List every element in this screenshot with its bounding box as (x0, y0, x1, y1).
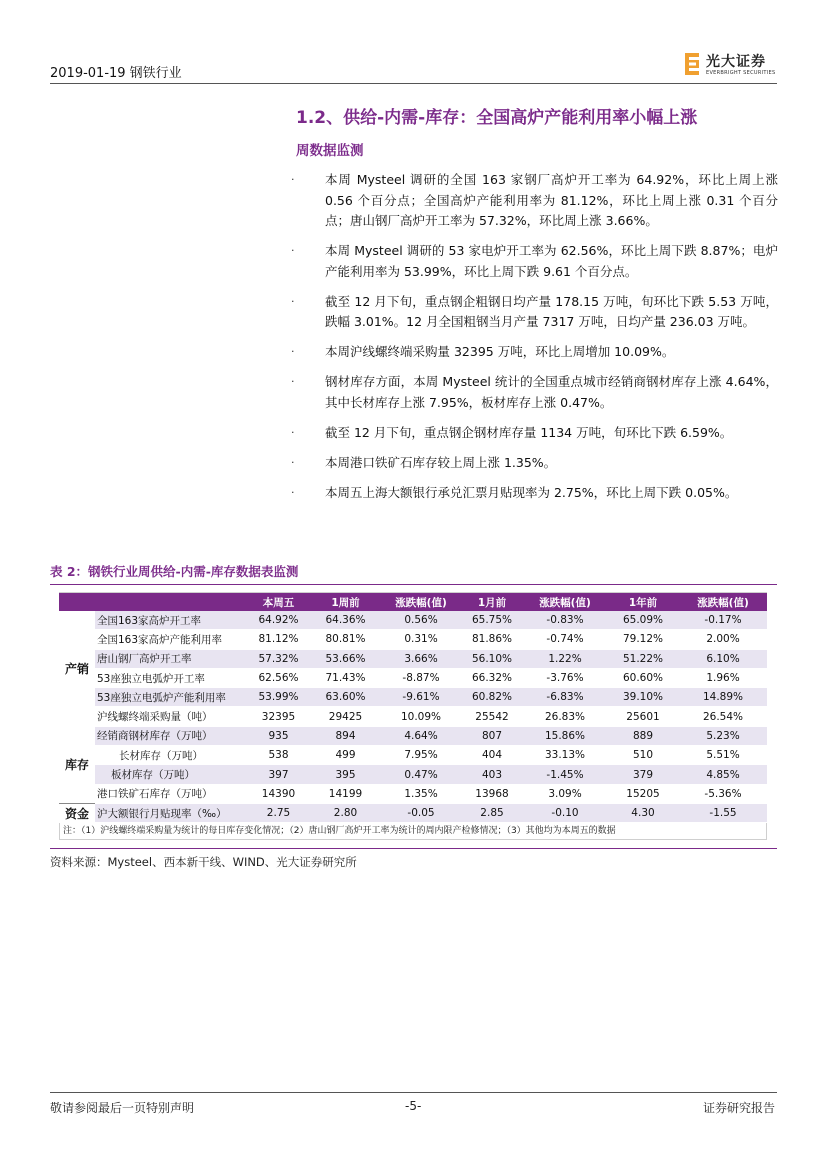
row-label: 53座独立电弧炉开工率 (95, 668, 247, 687)
row-label: 沪线螺终端采购量（吨） (95, 707, 247, 726)
logo-mark-icon (684, 52, 702, 76)
company-logo (684, 50, 778, 80)
table-cell: -0.17% (679, 611, 767, 630)
bullet-text: 钢材库存方面，本周 Mysteel 统计的全国重点城市经销商钢材库存上涨 4.64%，其中长材库存上涨 7.95%，板材库存上涨 0.47%。 (325, 374, 778, 410)
table-cell: 39.10% (607, 688, 679, 707)
table-cell: 395 (310, 765, 381, 784)
table-cell: 2.75 (247, 803, 310, 822)
table-cell: 71.43% (310, 668, 381, 687)
table-cell: 56.10% (461, 649, 523, 668)
table-header-cell: 1月前 (461, 593, 523, 611)
page-number: -5- (405, 1099, 422, 1113)
table-cell: 25601 (607, 707, 679, 726)
table-cell: -0.10 (523, 803, 607, 822)
bullet-item (286, 170, 778, 232)
table-cell: 807 (461, 726, 523, 745)
table-cell: 403 (461, 765, 523, 784)
table-row (59, 688, 767, 707)
table-cell: 894 (310, 726, 381, 745)
table-cell: 64.36% (310, 611, 381, 630)
table-cell: 26.54% (679, 707, 767, 726)
table-cell: 29425 (310, 707, 381, 726)
table-cell: 935 (247, 726, 310, 745)
table-cell: 2.85 (461, 803, 523, 822)
bullet-text: 本周 Mysteel 调研的 53 家电炉开工率为 62.56%，环比上周下跌 8.87%；电炉产能利用率为 53.99%，环比上周下跌 9.61 个百分点。 (325, 243, 778, 279)
table-cell: 81.12% (247, 630, 310, 649)
table-cell: 79.12% (607, 630, 679, 649)
row-label: 板材库存（万吨） (95, 765, 247, 784)
logo-text-en: EVERBRIGHT SECURITIES (706, 70, 776, 76)
bullet-marker: · (291, 455, 295, 469)
row-label: 全国163家高炉开工率 (95, 611, 247, 630)
bullet-item (286, 483, 778, 504)
row-label: 港口铁矿石库存（万吨） (95, 784, 247, 803)
bullet-item (286, 453, 778, 474)
bullet-text: 截至 12 月下旬，重点钢企钢材库存量 1134 万吨，旬环比下跌 6.59%。 (325, 424, 733, 440)
table-cell: -1.45% (523, 765, 607, 784)
bullet-text: 本周港口铁矿石库存较上周上涨 1.35%。 (325, 454, 557, 470)
header-date-industry: 2019-01-19 钢铁行业 (50, 66, 182, 81)
table-cell: 26.83% (523, 707, 607, 726)
table-header-cell: 涨跌幅(值) (381, 593, 461, 611)
table-cell: 4.85% (679, 765, 767, 784)
group-label-funding: 资金 (59, 803, 95, 822)
table-row (59, 649, 767, 668)
bullet-marker: · (291, 485, 295, 499)
table-cell: 65.75% (461, 611, 523, 630)
table-cell: 7.95% (381, 746, 461, 765)
bullet-item (286, 342, 778, 363)
bullet-item (286, 372, 778, 413)
table-cell: 4.30 (607, 803, 679, 822)
table-row (59, 726, 767, 745)
table-cell: 53.66% (310, 649, 381, 668)
bullet-marker: · (291, 345, 295, 358)
table-cell: 499 (310, 746, 381, 765)
row-label: 唐山钢厂高炉开工率 (95, 649, 247, 668)
table-cell: -9.61% (381, 688, 461, 707)
bullet-marker: · (291, 375, 295, 388)
table-cell: 510 (607, 746, 679, 765)
table-cell: 81.86% (461, 630, 523, 649)
bullet-text: 本周沪线螺终端采购量 32395 万吨，环比上周增加 10.09%。 (325, 344, 675, 359)
bullet-item (286, 423, 778, 444)
table-cell: 1.96% (679, 668, 767, 687)
table-cell: 10.09% (381, 707, 461, 726)
bullet-text: 本周 Mysteel 调研的全国 163 家钢厂高炉开工率为 64.92%，环比上周上涨 0.56 个百分点；全国高炉产能利用率为 81.12%，环比上周上涨 0.31 个百分点；唐山钢厂高炉开工率为 57.32%，环比周上涨 3.66%。 (325, 172, 778, 228)
table-header-cell: 1周前 (310, 593, 381, 611)
table-cell: 5.51% (679, 746, 767, 765)
table-header-row (59, 593, 767, 611)
table-cell: 379 (607, 765, 679, 784)
table-cell: 64.92% (247, 611, 310, 630)
table-cell: 14390 (247, 784, 310, 803)
table-cell: 60.60% (607, 668, 679, 687)
table-title-divider (50, 584, 777, 585)
table-cell: 6.10% (679, 649, 767, 668)
table-cell: 1.22% (523, 649, 607, 668)
table-row (59, 784, 767, 803)
bullet-marker: · (291, 294, 295, 308)
bullet-text: 截至 12 月下旬，重点钢企粗钢日均产量 178.15 万吨，旬环比下跌 5.53 万吨，跌幅 3.01%。12 月全国粗钢当月产量 7317 万吨，日均产量 236.03 万吨。 (325, 293, 778, 329)
section-subtitle: 周数据监测 (296, 143, 364, 159)
table-cell: 0.56% (381, 611, 461, 630)
bullet-marker: · (291, 244, 295, 257)
row-label: 沪大额银行月贴现率（‰） (95, 803, 247, 822)
bullet-text: 本周五上海大额银行承兑汇票月贴现率为 2.75%，环比上周下跌 0.05%。 (325, 484, 738, 500)
table-cell: 14.89% (679, 688, 767, 707)
table-cell: 889 (607, 726, 679, 745)
table-cell: 2.00% (679, 630, 767, 649)
table-cell: 65.09% (607, 611, 679, 630)
table-cell: -6.83% (523, 688, 607, 707)
table-row (59, 707, 767, 726)
bullet-list (286, 170, 778, 513)
group-label-supply: 产销 (59, 611, 95, 726)
table-cell: -0.05 (381, 803, 461, 822)
table-header-cell: 本周五 (247, 593, 310, 611)
footer-report-type: 证券研究报告 (703, 1101, 776, 1115)
table-cell: 3.66% (381, 649, 461, 668)
table-cell: 53.99% (247, 688, 310, 707)
table-header-cell: 涨跌幅(值) (679, 593, 767, 611)
table-cell: 3.09% (523, 784, 607, 803)
table-note: 注：（1）沪线螺终端采购量为统计的每日库存变化情况；（2）唐山钢厂高炉开工率为统计的周内限产检修情况；（3）其他均为本周五的数据 (63, 826, 616, 836)
table-cell: -5.36% (679, 784, 767, 803)
table-cell: 538 (247, 746, 310, 765)
table-row (59, 803, 767, 822)
table-cell: 15205 (607, 784, 679, 803)
logo-text-cn: 光大证券 (706, 54, 766, 70)
table-cell: 2.80 (310, 803, 381, 822)
table-cell: 0.47% (381, 765, 461, 784)
footer-divider (50, 1092, 777, 1093)
table-title: 表 2：钢铁行业周供给-内需-库存数据表监测 (50, 564, 299, 579)
row-label: 全国163家高炉产能利用率 (95, 630, 247, 649)
table-cell: -0.83% (523, 611, 607, 630)
bullet-item (286, 292, 778, 333)
table-row (59, 765, 767, 784)
section-title: 1.2、供给-内需-库存：全国高炉产能利用率小幅上涨 (296, 108, 698, 128)
table-cell: 66.32% (461, 668, 523, 687)
data-table (59, 593, 767, 823)
table-cell: 57.32% (247, 649, 310, 668)
source-divider (50, 848, 777, 849)
table-cell: -0.74% (523, 630, 607, 649)
group-label-inventory: 库存 (59, 726, 95, 803)
table-header-cell: 1年前 (607, 593, 679, 611)
row-label: 53座独立电弧炉产能利用率 (95, 688, 247, 707)
table-cell: 404 (461, 746, 523, 765)
table-cell: 62.56% (247, 668, 310, 687)
row-label: 经销商钢材库存（万吨） (95, 726, 247, 745)
table-cell: 32395 (247, 707, 310, 726)
row-label: 长材库存（万吨） (95, 746, 247, 765)
table-cell: 63.60% (310, 688, 381, 707)
bullet-marker: · (291, 173, 295, 186)
table-row (59, 746, 767, 765)
table-cell: 25542 (461, 707, 523, 726)
table-cell: 1.35% (381, 784, 461, 803)
table-cell: 4.64% (381, 726, 461, 745)
table-cell: 60.82% (461, 688, 523, 707)
table-cell: 0.31% (381, 630, 461, 649)
table-header-cell (59, 593, 95, 611)
bullet-item (286, 241, 778, 282)
table-cell: 13968 (461, 784, 523, 803)
table-header-cell: 涨跌幅(值) (523, 593, 607, 611)
table-cell: 51.22% (607, 649, 679, 668)
bullet-marker: · (291, 425, 295, 439)
data-source: 资料来源：Mysteel、西本新干线、WIND、光大证券研究所 (50, 855, 357, 869)
table-cell: 397 (247, 765, 310, 784)
table-cell: -8.87% (381, 668, 461, 687)
footer-disclaimer: 敬请参阅最后一页特别声明 (50, 1101, 195, 1115)
table-cell: 15.86% (523, 726, 607, 745)
table-header-cell (95, 593, 247, 611)
table-row (59, 630, 767, 649)
table-row (59, 668, 767, 687)
header-divider (50, 83, 777, 84)
table-cell: -1.55 (679, 803, 767, 822)
table-cell: 14199 (310, 784, 381, 803)
table-cell: 33.13% (523, 746, 607, 765)
table-cell: 5.23% (679, 726, 767, 745)
table-cell: -3.76% (523, 668, 607, 687)
table-cell: 80.81% (310, 630, 381, 649)
table-row (59, 611, 767, 630)
